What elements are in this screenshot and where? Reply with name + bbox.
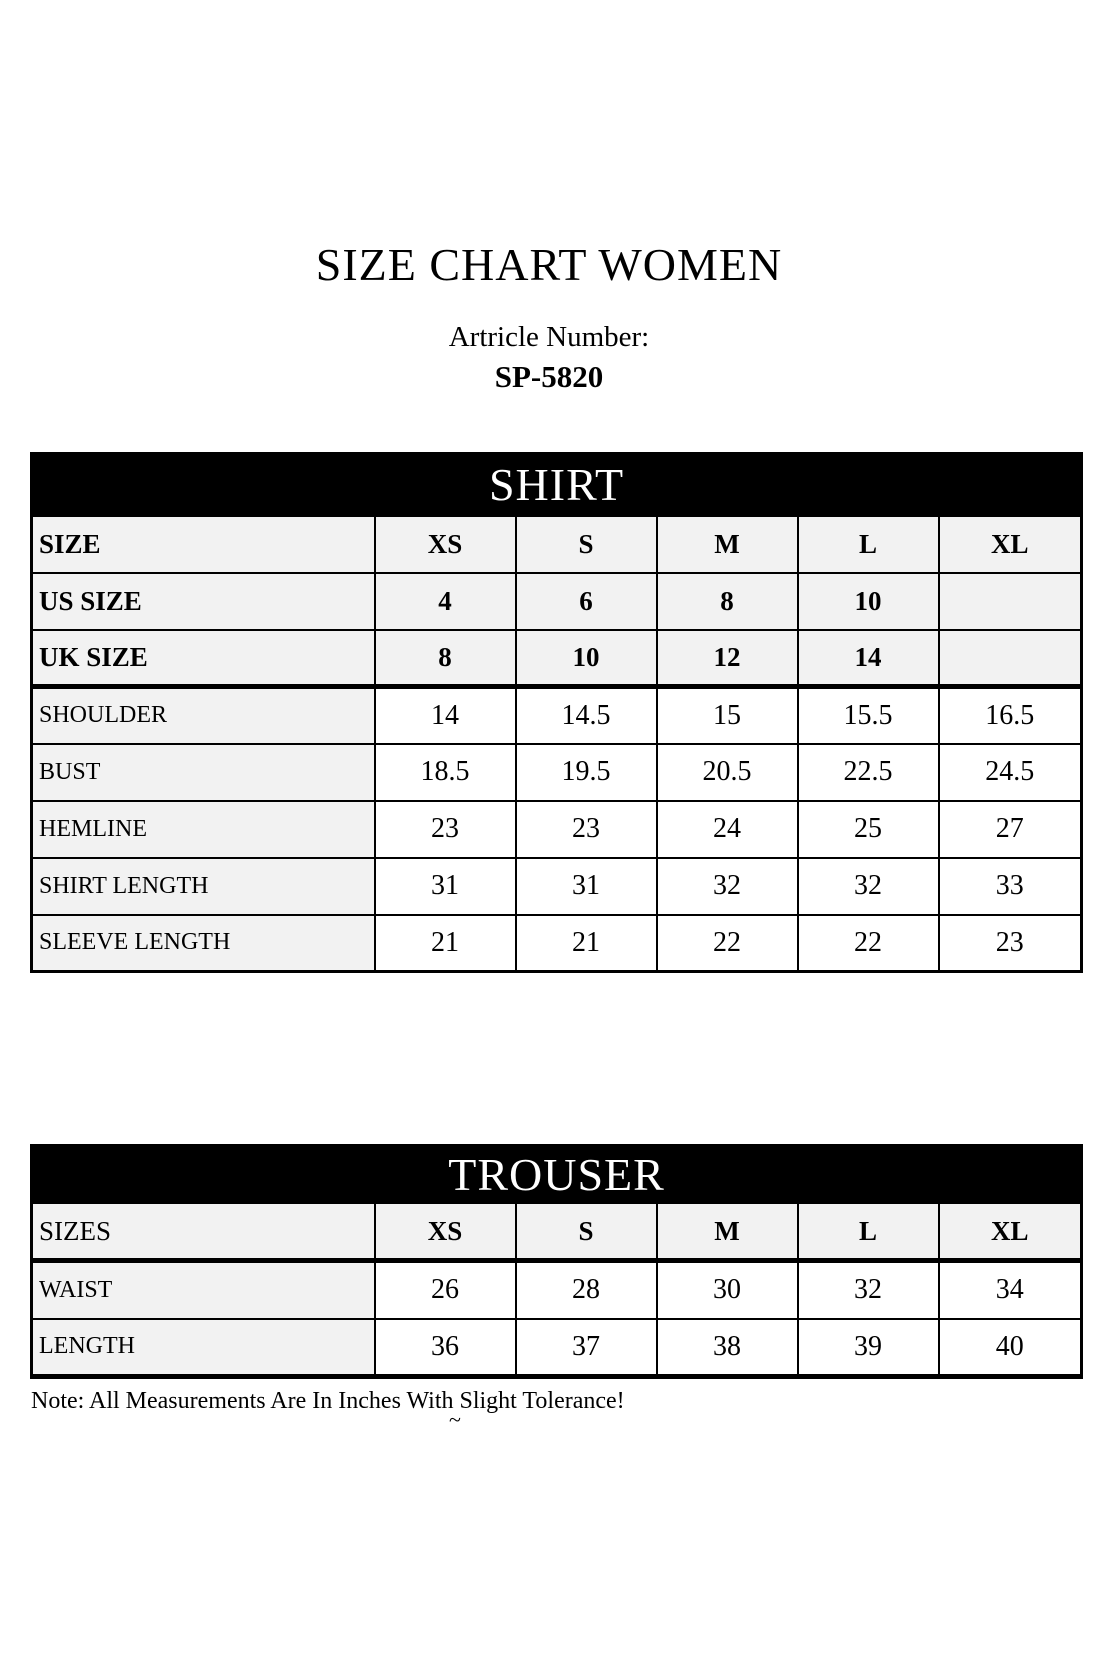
- bust-s: 19.5: [516, 744, 657, 801]
- shirt-length-xs: 31: [375, 858, 516, 915]
- bust-l: 22.5: [798, 744, 939, 801]
- shoulder-m: 15: [657, 687, 798, 744]
- sleeve-length-xl: 23: [939, 915, 1082, 972]
- size-header-l: L: [798, 516, 939, 573]
- length-xl: 40: [939, 1319, 1082, 1377]
- uk-size-s: 10: [516, 630, 657, 687]
- table-row: [32, 687, 1082, 744]
- sleeve-length-l: 22: [798, 915, 939, 972]
- row-label-bust: BUST: [32, 744, 375, 801]
- row-label-shirt-length: SHIRT LENGTH: [32, 858, 375, 915]
- measurements-note: Note: All Measurements Are In Inches With Slight Tolerance!: [31, 1388, 625, 1414]
- row-label-us-size: US SIZE: [32, 573, 375, 630]
- length-l: 39: [798, 1319, 939, 1377]
- us-size-xs: 4: [375, 573, 516, 630]
- uk-size-m: 12: [657, 630, 798, 687]
- table-row: [32, 801, 1082, 858]
- table-row: [32, 573, 1082, 630]
- bust-xl: 24.5: [939, 744, 1082, 801]
- shirt-length-l: 32: [798, 858, 939, 915]
- trouser-size-table: [30, 1144, 1083, 1379]
- table-row: [32, 915, 1082, 972]
- row-label-uk-size: UK SIZE: [32, 630, 375, 687]
- length-s: 37: [516, 1319, 657, 1377]
- hemline-s: 23: [516, 801, 657, 858]
- shirt-length-s: 31: [516, 858, 657, 915]
- article-number-label: Artricle Number:: [448, 321, 650, 353]
- row-label-hemline: HEMLINE: [32, 801, 375, 858]
- size-header-s: S: [516, 516, 657, 573]
- length-xs: 36: [375, 1319, 516, 1377]
- hemline-xl: 27: [939, 801, 1082, 858]
- row-label-sizes: SIZES: [32, 1203, 375, 1261]
- size-header-m: M: [657, 516, 798, 573]
- trouser-table-title: TROUSER: [32, 1146, 1082, 1203]
- hemline-xs: 23: [375, 801, 516, 858]
- row-label-shoulder: SHOULDER: [32, 687, 375, 744]
- size-header-xs: XS: [375, 516, 516, 573]
- row-label-length: LENGTH: [32, 1319, 375, 1377]
- shirt-table-banner-row: [32, 454, 1082, 516]
- shoulder-xl: 16.5: [939, 687, 1082, 744]
- trouser-size-header-xs: XS: [375, 1203, 516, 1261]
- trouser-size-header-s: S: [516, 1203, 657, 1261]
- bust-xs: 18.5: [375, 744, 516, 801]
- table-row: [32, 1319, 1082, 1377]
- uk-size-xs: 8: [375, 630, 516, 687]
- table-row: [32, 1203, 1082, 1261]
- size-header-xl: XL: [939, 516, 1082, 573]
- clipped-character-fragment: ~: [449, 1410, 461, 1426]
- shirt-table-title: SHIRT: [32, 454, 1082, 516]
- bust-m: 20.5: [657, 744, 798, 801]
- trouser-size-header-m: M: [657, 1203, 798, 1261]
- table-row: [32, 858, 1082, 915]
- shoulder-xs: 14: [375, 687, 516, 744]
- us-size-l: 10: [798, 573, 939, 630]
- row-label-waist: WAIST: [32, 1261, 375, 1319]
- shoulder-s: 14.5: [516, 687, 657, 744]
- trouser-size-header-xl: XL: [939, 1203, 1082, 1261]
- uk-size-xl: [939, 630, 1082, 687]
- waist-s: 28: [516, 1261, 657, 1319]
- shirt-length-xl: 33: [939, 858, 1082, 915]
- hemline-m: 24: [657, 801, 798, 858]
- table-row: [32, 630, 1082, 687]
- row-label-size: SIZE: [32, 516, 375, 573]
- waist-m: 30: [657, 1261, 798, 1319]
- trouser-table-banner-row: [32, 1146, 1082, 1203]
- us-size-m: 8: [657, 573, 798, 630]
- table-row: [32, 744, 1082, 801]
- waist-l: 32: [798, 1261, 939, 1319]
- us-size-s: 6: [516, 573, 657, 630]
- shoulder-l: 15.5: [798, 687, 939, 744]
- us-size-xl: [939, 573, 1082, 630]
- table-row: [32, 516, 1082, 573]
- table-row: [32, 1261, 1082, 1319]
- sleeve-length-s: 21: [516, 915, 657, 972]
- row-label-sleeve-length: SLEEVE LENGTH: [32, 915, 375, 972]
- trouser-size-header-l: L: [798, 1203, 939, 1261]
- hemline-l: 25: [798, 801, 939, 858]
- shirt-length-m: 32: [657, 858, 798, 915]
- uk-size-l: 14: [798, 630, 939, 687]
- page-title: SIZE CHART WOMEN: [315, 239, 783, 290]
- length-m: 38: [657, 1319, 798, 1377]
- waist-xs: 26: [375, 1261, 516, 1319]
- sleeve-length-xs: 21: [375, 915, 516, 972]
- shirt-size-table: [30, 452, 1083, 973]
- waist-xl: 34: [939, 1261, 1082, 1319]
- article-number-value: SP-5820: [494, 359, 604, 394]
- sleeve-length-m: 22: [657, 915, 798, 972]
